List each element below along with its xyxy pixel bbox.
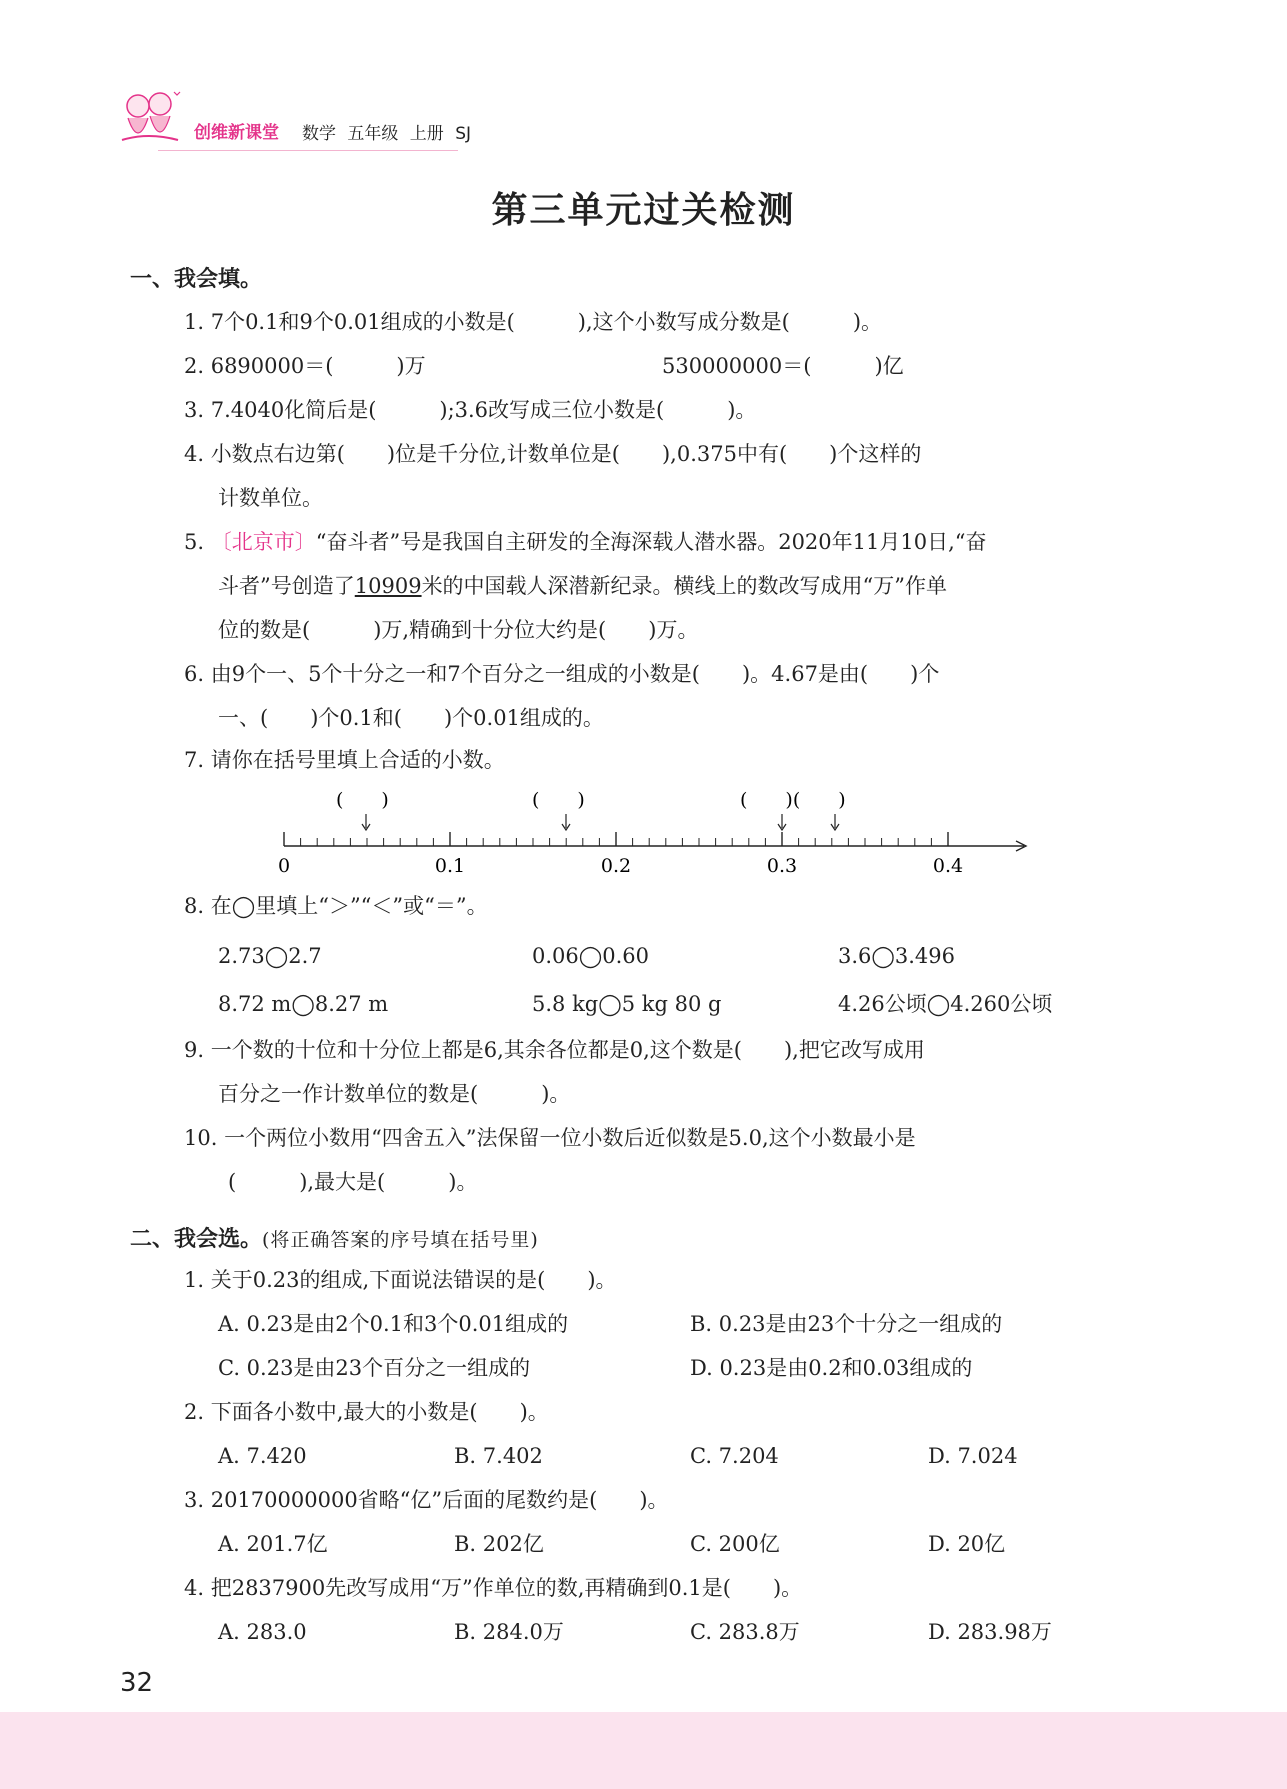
arrow-down-icon [831, 814, 839, 830]
tick-label: 0 [277, 855, 291, 877]
option-c: C. 0.23是由23个百分之一组成的 [218, 1356, 531, 1380]
page-number: 32 [120, 1668, 154, 1698]
option-d: D. 0.23是由0.2和0.03组成的 [690, 1356, 973, 1380]
underlined-number: 10909 [354, 574, 422, 598]
question-1-3: 3. 7.4040化简后是( );3.6改写成三位小数是( )。 [184, 398, 757, 422]
question-1-2b: 530000000＝( )亿 [662, 354, 904, 378]
header-divider [158, 150, 458, 151]
compare-item: 3.6◯3.496 [838, 944, 956, 968]
book-title: 数学 五年级 上册 SJ [302, 124, 472, 144]
option-b: B. 7.402 [454, 1444, 543, 1468]
question-1-9b: 百分之一作计数单位的数是( )。 [218, 1082, 571, 1106]
number-line [277, 782, 1040, 882]
tick-label: 0.4 [932, 855, 964, 877]
footer-band [0, 1712, 1287, 1789]
option-b: B. 202亿 [454, 1532, 544, 1556]
blank-bracket: ( ) [532, 789, 585, 811]
compare-item: 4.26公顷◯4.260公顷 [838, 992, 1053, 1016]
question-2-2: 2. 下面各小数中,最大的小数是( )。 [184, 1400, 549, 1424]
question-1-2a: 2. 6890000＝( )万 [184, 354, 426, 378]
option-a: A. 0.23是由2个0.1和3个0.01组成的 [218, 1312, 569, 1336]
section-note: (将正确答案的序号填在括号里) [262, 1229, 539, 1251]
question-1-10a: 10. 一个两位小数用“四舍五入”法保留一位小数后近似数是5.0,这个小数最小是 [184, 1126, 916, 1150]
tick-label-group [278, 855, 963, 877]
option-a: A. 283.0 [218, 1620, 307, 1644]
question-1-4b: 计数单位。 [218, 486, 323, 510]
arrow-down-icon [562, 814, 570, 830]
question-1-5a [184, 528, 987, 556]
arrow-down-icon [778, 814, 786, 830]
option-b: B. 284.0万 [454, 1620, 564, 1644]
option-c: C. 283.8万 [690, 1620, 800, 1644]
page-title: 第三单元过关检测 [491, 190, 796, 231]
compare-item: 8.72 m◯8.27 m [218, 992, 389, 1016]
number-line-svg [277, 782, 1040, 882]
section-heading-choose [130, 1222, 539, 1253]
option-c: C. 7.204 [690, 1444, 779, 1468]
section-heading-fill: 一、我会填。 [130, 267, 263, 292]
option-a: A. 7.420 [218, 1444, 307, 1468]
compare-item: 0.06◯0.60 [532, 944, 650, 968]
option-d: D. 7.024 [928, 1444, 1018, 1468]
question-1-5c: 位的数是( )万,精确到十分位大约是( )万。 [218, 618, 699, 642]
option-d: D. 20亿 [928, 1532, 1006, 1556]
question-number: 5. [184, 530, 205, 554]
section-heading-text: 二、我会选。 [130, 1227, 263, 1252]
blank-bracket: ( )( ) [740, 789, 846, 811]
blank-bracket: ( ) [336, 789, 389, 811]
question-1-8: 8. 在◯里填上“＞”“＜”或“＝”。 [184, 894, 488, 918]
question-1-4a: 4. 小数点右边第( )位是千分位,计数单位是( ),0.375中有( )个这样的 [184, 442, 922, 466]
question-1-6a: 6. 由9个一、5个十分之一和7个百分之一组成的小数是( )。4.67是由( )个 [184, 662, 940, 686]
compare-item: 5.8 kg◯5 kg 80 g [532, 992, 722, 1016]
tick-label: 0.1 [434, 855, 466, 877]
option-b: B. 0.23是由23个十分之一组成的 [690, 1312, 1003, 1336]
question-text: “奋斗者”号是我国自主研发的全海深载人潜水器。2020年11月10日,“奋 [315, 530, 987, 554]
mascot-logo-icon [118, 88, 188, 158]
question-1-1: 1. 7个0.1和9个0.01组成的小数是( ),这个小数写成分数是( )。 [184, 310, 883, 334]
question-1-9a: 9. 一个数的十位和十分位上都是6,其余各位都是0,这个数是( ),把它改写成用 [184, 1038, 925, 1062]
question-2-4: 4. 把2837900先改写成用“万”作单位的数,再精确到0.1是( )。 [184, 1576, 803, 1600]
option-a: A. 201.7亿 [218, 1532, 328, 1556]
question-1-6b: 一、( )个0.1和( )个0.01组成的。 [218, 706, 604, 730]
brand-name: 创维新课堂 [194, 123, 279, 143]
page-header [118, 88, 518, 158]
question-1-5b [218, 572, 947, 600]
arrow-down-icon [362, 814, 370, 830]
region-tag: 〔北京市〕 [210, 530, 316, 554]
question-1-7: 7. 请你在括号里填上合适的小数。 [184, 748, 505, 772]
tick-label: 0.3 [766, 855, 798, 877]
question-text: 米的中国载人深潜新纪录。横线上的数改写成用“万”作单 [421, 574, 948, 598]
question-1-10b: ( ),最大是( )。 [228, 1170, 478, 1194]
compare-item: 2.73◯2.7 [218, 944, 322, 968]
question-text: 斗者”号创造了 [218, 574, 355, 598]
option-c: C. 200亿 [690, 1532, 780, 1556]
question-2-3: 3. 20170000000省略“亿”后面的尾数约是( )。 [184, 1488, 669, 1512]
question-2-1: 1. 关于0.23的组成,下面说法错误的是( )。 [184, 1268, 617, 1292]
tick-group [284, 832, 948, 846]
tick-label: 0.2 [600, 855, 632, 877]
option-d: D. 283.98万 [928, 1620, 1052, 1644]
